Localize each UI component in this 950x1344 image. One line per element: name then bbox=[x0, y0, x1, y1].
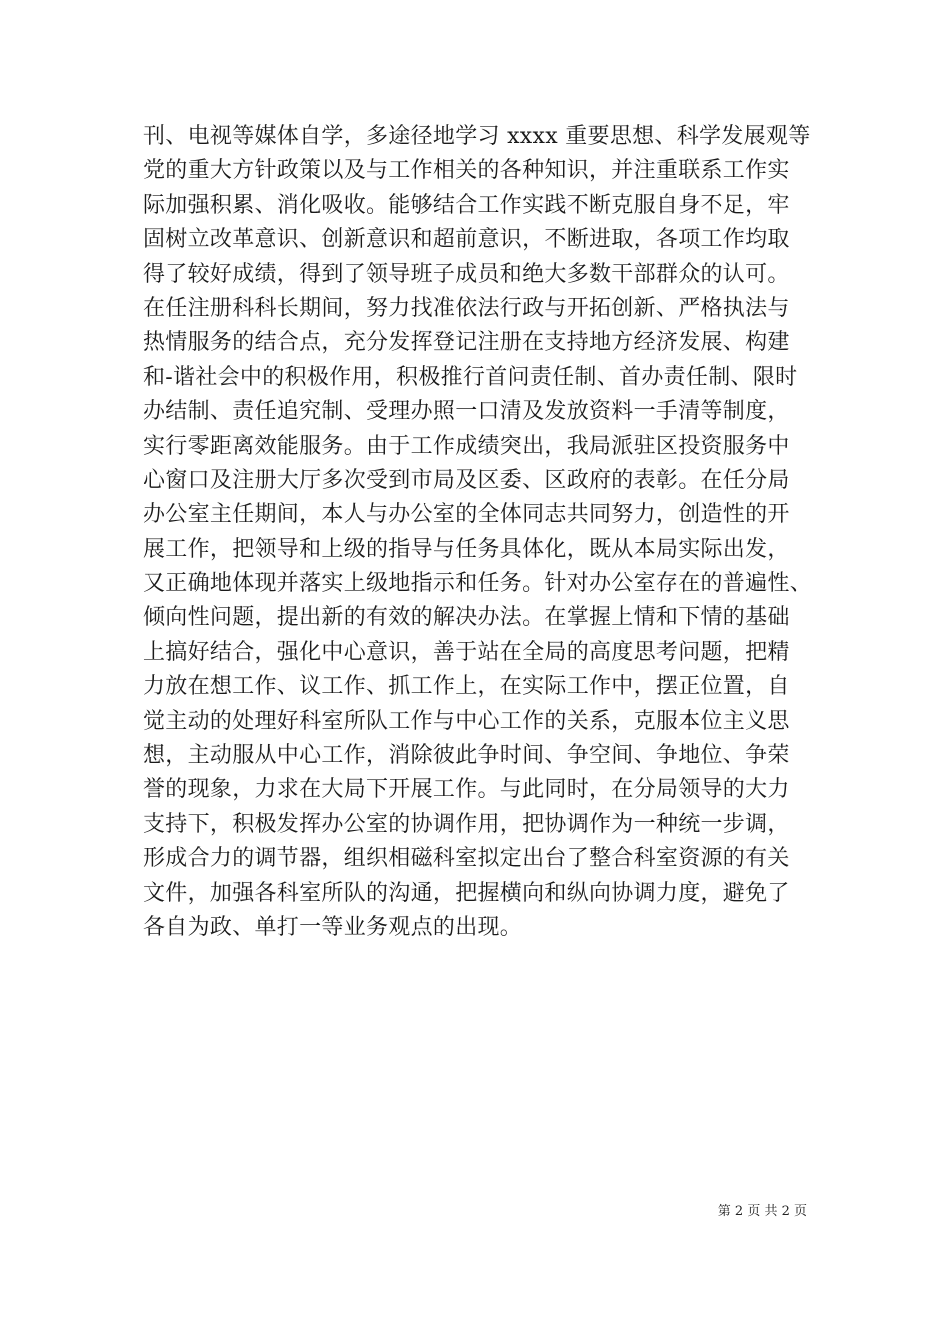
text-line: 办结制、责任追究制、受理办照一口清及发放资料一手清等制度， bbox=[143, 399, 790, 425]
text-line: 誉的现象，力求在大局下开展工作。与此同时，在分局领导的大力 bbox=[143, 777, 790, 803]
text-line: 热情服务的结合点，充分发挥登记注册在支持地方经济发展、构建 bbox=[143, 330, 790, 356]
text-line: 际加强积累、消化吸收。能够结合工作实践不断克服自身不足，牢 bbox=[143, 192, 790, 218]
text-line: 展工作，把领导和上级的指导与任务具体化，既从本局实际出发， bbox=[143, 536, 790, 562]
body-paragraph bbox=[143, 120, 833, 945]
text-line: 各自为政、单打一等业务观点的出现。 bbox=[143, 914, 523, 940]
text-line: 刊、电视等媒体自学，多途径地学习 xxxx 重要思想、科学发展观等 bbox=[143, 124, 811, 149]
text-line: 心窗口及注册大厅多次受到市局及区委、区政府的表彰。在任分局 bbox=[143, 467, 790, 493]
text-line: 形成合力的调节器，组织相磁科室拟定出台了整合科室资源的有关 bbox=[143, 846, 790, 872]
page-number-footer: 第 2 页 共 2 页 bbox=[717, 1204, 807, 1219]
text-line: 觉主动的处理好科室所队工作与中心工作的关系，克服本位主义思 bbox=[143, 708, 790, 734]
text-line: 党的重大方针政策以及与工作相关的各种知识，并注重联系工作实 bbox=[143, 158, 790, 184]
text-line: 支持下，积极发挥办公室的协调作用，把协调作为一种统一步调， bbox=[143, 811, 790, 837]
text-line: 在任注册科科长期间，努力找准依法行政与开拓创新、严格执法与 bbox=[143, 295, 790, 321]
text-line: 实行零距离效能服务。由于工作成绩突出，我局派驻区投资服务中 bbox=[143, 433, 790, 459]
text-line: 和-谐社会中的积极作用，积极推行首问责任制、首办责任制、限时 bbox=[143, 364, 798, 390]
text-line: 文件，加强各科室所队的沟通，把握横向和纵向协调力度，避免了 bbox=[143, 880, 790, 906]
text-line: 固树立改革意识、创新意识和超前意识，不断进取，各项工作均取 bbox=[143, 227, 790, 253]
text-line: 上搞好结合，强化中心意识，善于站在全局的高度思考问题，把精 bbox=[143, 639, 790, 665]
text-line: 想，主动服从中心工作，消除彼此争时间、争空间、争地位、争荣 bbox=[143, 743, 790, 769]
text-line: 力放在想工作、议工作、抓工作上，在实际工作中，摆正位置，自 bbox=[143, 674, 790, 700]
text-line: 办公室主任期间，本人与办公室的全体同志共同努力，创造性的开 bbox=[143, 502, 790, 528]
text-line: 又正确地体现并落实上级地指示和任务。针对办公室存在的普遍性、 bbox=[143, 571, 813, 597]
text-line: 倾向性问题，提出新的有效的解决办法。在掌握上情和下情的基础 bbox=[143, 605, 790, 631]
text-line: 得了较好成绩，得到了领导班子成员和绝大多数干部群众的认可。 bbox=[143, 261, 790, 287]
